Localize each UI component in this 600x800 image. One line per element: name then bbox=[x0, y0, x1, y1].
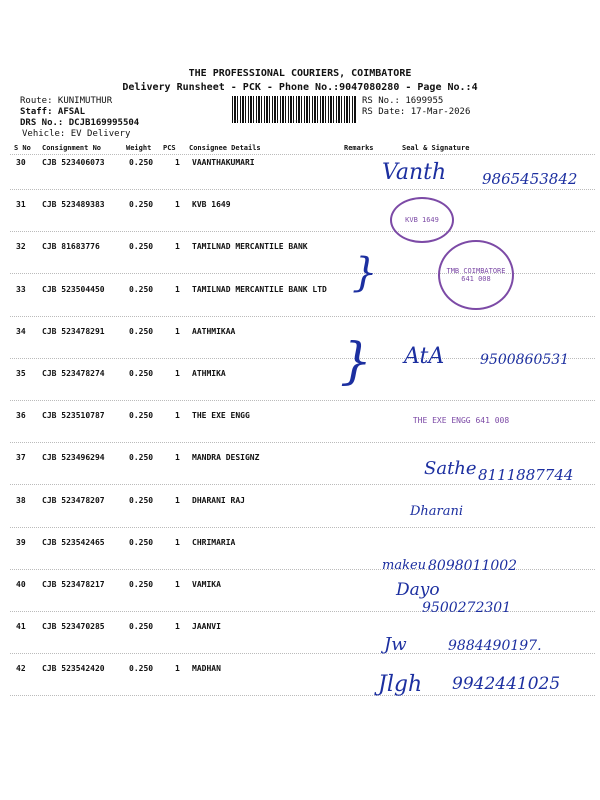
cell-sno: 40 bbox=[16, 580, 26, 589]
cell-sno: 30 bbox=[16, 158, 26, 167]
column-header-sno: S No bbox=[14, 144, 31, 152]
table-row bbox=[0, 486, 600, 528]
handwritten-phone: 9942441025 bbox=[452, 674, 561, 694]
cell-weight: 0.250 bbox=[129, 326, 154, 336]
signature-mark: Jlgh bbox=[378, 672, 423, 697]
cell-consignee: AATHMIKAA bbox=[192, 326, 236, 336]
rs-date-label: RS Date: 17-Mar-2026 bbox=[362, 107, 471, 117]
staff-label: Staff: AFSAL bbox=[20, 107, 86, 117]
column-header-remarks: Remarks bbox=[344, 144, 374, 152]
cell-pcs: 1 bbox=[175, 537, 180, 547]
cell-pcs: 1 bbox=[175, 622, 180, 632]
cell-weight: 0.250 bbox=[129, 411, 154, 421]
cell-pcs: 1 bbox=[175, 200, 180, 210]
cell-consignee: JAANVI bbox=[192, 622, 221, 632]
cell-consignee: ATHMIKA bbox=[192, 369, 226, 378]
signature-mark: Dharani bbox=[410, 504, 464, 519]
signature-mark: Vanth bbox=[382, 160, 447, 185]
column-header-consignment: Consignment No bbox=[42, 144, 102, 152]
signature-mark: Dayo bbox=[396, 580, 440, 600]
cell-consignee: VAMIKA bbox=[192, 580, 221, 589]
cell-weight: 0.250 bbox=[129, 200, 154, 210]
cell-sno: 41 bbox=[16, 622, 26, 632]
cell-weight: 0.250 bbox=[129, 242, 154, 252]
handwritten-phone: 8098011002 bbox=[428, 558, 518, 574]
cell-consignment: CJB 523478217 bbox=[42, 580, 105, 589]
cell-pcs: 1 bbox=[175, 580, 180, 589]
cell-consignment: CJB 523478291 bbox=[42, 326, 105, 336]
cell-pcs: 1 bbox=[175, 411, 180, 421]
cell-pcs: 1 bbox=[175, 326, 180, 336]
column-header-pcs: PCS bbox=[163, 144, 176, 152]
cell-pcs: 1 bbox=[175, 369, 180, 378]
cell-consignment: CJB 523510787 bbox=[42, 411, 105, 421]
cell-sno: 31 bbox=[16, 200, 26, 210]
handwritten-phone: 8111887744 bbox=[478, 466, 574, 484]
cell-weight: 0.250 bbox=[129, 369, 154, 378]
cell-pcs: 1 bbox=[175, 495, 180, 505]
cell-sno: 34 bbox=[16, 326, 26, 336]
cell-pcs: 1 bbox=[175, 453, 180, 463]
seal-stamp: THE EXE ENGG 641 008 bbox=[412, 415, 510, 425]
cell-consignee: TAMILNAD MERCANTILE BANK bbox=[192, 242, 308, 252]
signature-mark: Jw bbox=[384, 634, 407, 655]
cell-sno: 39 bbox=[16, 537, 26, 547]
handwritten-phone: 9865453842 bbox=[482, 170, 578, 188]
bracket-mark: } bbox=[340, 332, 372, 390]
table-row bbox=[0, 190, 600, 232]
cell-consignment: CJB 523504450 bbox=[42, 284, 105, 294]
cell-sno: 38 bbox=[16, 495, 26, 505]
document-subtitle: Delivery Runsheet - PCK - Phone No.:9047080280 - Page No.:4 bbox=[122, 82, 478, 93]
seal-stamp: TMB COIMBATORE 641 008 bbox=[438, 240, 514, 310]
seal-stamp: KVB 1649 bbox=[390, 197, 454, 243]
cell-consignment: CJB 523478274 bbox=[42, 369, 105, 378]
cell-sno: 36 bbox=[16, 411, 26, 421]
cell-weight: 0.250 bbox=[129, 580, 154, 589]
cell-consignment: CJB 81683776 bbox=[42, 242, 100, 252]
cell-weight: 0.250 bbox=[129, 664, 154, 674]
cell-consignee: CHRIMARIA bbox=[192, 537, 236, 547]
rs-number-label: RS No.: 1699955 bbox=[362, 96, 444, 106]
cell-consignment: CJB 523470285 bbox=[42, 622, 105, 632]
barcode-image bbox=[232, 96, 356, 123]
cell-consignment: CJB 523478207 bbox=[42, 495, 105, 505]
cell-consignment: CJB 523406073 bbox=[42, 158, 105, 167]
cell-consignment: CJB 523542465 bbox=[42, 537, 105, 547]
cell-pcs: 1 bbox=[175, 664, 180, 674]
handwritten-name: makeu bbox=[382, 558, 427, 573]
signature-mark: Sathe bbox=[424, 458, 477, 479]
cell-weight: 0.250 bbox=[129, 284, 154, 294]
column-header-signature: Seal & Signature bbox=[402, 144, 470, 152]
cell-sno: 33 bbox=[16, 284, 26, 294]
cell-consignment: CJB 523496294 bbox=[42, 453, 105, 463]
cell-consignee: VAANTHAKUMARI bbox=[192, 158, 255, 167]
document-title: THE PROFESSIONAL COURIERS, COIMBATORE bbox=[188, 68, 412, 79]
cell-consignee: MADHAN bbox=[192, 664, 221, 674]
cell-consignee: KVB 1649 bbox=[192, 200, 231, 210]
cell-weight: 0.250 bbox=[129, 158, 154, 167]
row-divider bbox=[10, 695, 595, 696]
cell-sno: 37 bbox=[16, 453, 26, 463]
cell-sno: 32 bbox=[16, 242, 26, 252]
vehicle-label: Vehicle: EV Delivery bbox=[22, 129, 131, 139]
cell-weight: 0.250 bbox=[129, 622, 154, 632]
cell-consignee: THE EXE ENGG bbox=[192, 411, 250, 421]
cell-sno: 42 bbox=[16, 664, 26, 674]
handwritten-phone: 9884490197. bbox=[448, 638, 542, 654]
cell-pcs: 1 bbox=[175, 284, 180, 294]
cell-weight: 0.250 bbox=[129, 453, 154, 463]
route-label: Route: KUNIMUTHUR bbox=[20, 96, 113, 106]
cell-consignee: MANDRA DESIGNZ bbox=[192, 453, 260, 463]
cell-consignee: TAMILNAD MERCANTILE BANK LTD bbox=[192, 284, 327, 294]
handwritten-phone: 9500272301 bbox=[422, 600, 512, 616]
drs-label: DRS No.: DCJB169995504 bbox=[20, 118, 140, 128]
cell-consignment: CJB 523489383 bbox=[42, 200, 105, 210]
cell-pcs: 1 bbox=[175, 242, 180, 252]
cell-consignment: CJB 523542420 bbox=[42, 664, 105, 674]
cell-weight: 0.250 bbox=[129, 495, 154, 505]
cell-weight: 0.250 bbox=[129, 537, 154, 547]
cell-pcs: 1 bbox=[175, 158, 180, 167]
cell-consignee: DHARANI RAJ bbox=[192, 495, 245, 505]
cell-sno: 35 bbox=[16, 369, 26, 378]
column-header-consignee: Consignee Details bbox=[189, 144, 261, 152]
signature-mark: AtA bbox=[404, 344, 445, 369]
column-header-weight: Weight bbox=[126, 144, 152, 152]
bracket-mark: } bbox=[352, 250, 378, 296]
handwritten-phone: 9500860531 bbox=[480, 352, 570, 368]
